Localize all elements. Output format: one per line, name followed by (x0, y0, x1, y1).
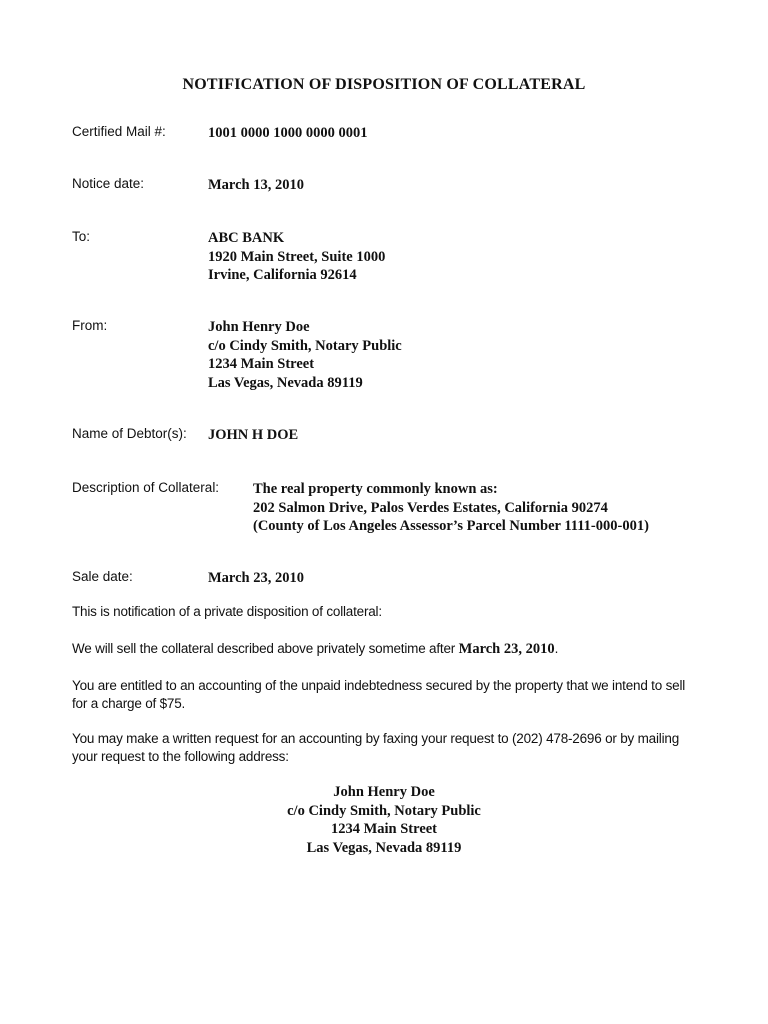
from-address (208, 318, 402, 392)
from-line: Las Vegas, Nevada 89119 (208, 374, 363, 391)
paragraph-sale-end: . (554, 641, 559, 656)
collateral-line: (County of Los Angeles Assessor’s Parcel Number 1111-000-001) (253, 518, 649, 534)
certified-mail-number: 1001 0000 1000 0000 0001 (208, 125, 368, 141)
mailing-address (0, 783, 768, 857)
mailing-address-line: c/o Cindy Smith, Notary Public (287, 802, 481, 819)
sale-date-value (208, 569, 304, 588)
notice-date-label: Notice date: (72, 176, 145, 191)
paragraph-sale-text: We will sell the collateral described above privately sometime after (72, 641, 459, 656)
mailing-address-line: Las Vegas, Nevada 89119 (306, 839, 462, 856)
collateral-line: 202 Salmon Drive, Palos Verdes Estates, California 90274 (253, 499, 608, 516)
document-title: NOTIFICATION OF DISPOSITION OF COLLATERAL (182, 76, 586, 93)
to-label: To: (72, 229, 91, 244)
debtor-name: JOHN H DOE (208, 427, 299, 443)
from-line: c/o Cindy Smith, Notary Public (208, 337, 402, 354)
debtor-value (208, 426, 298, 445)
to-address (208, 229, 385, 285)
sale-date-text: March 23, 2010 (208, 570, 304, 586)
to-line: Irvine, California 92614 (208, 267, 357, 283)
sale-date-label: Sale date: (72, 569, 133, 584)
paragraph-accounting: You are entitled to an accounting of the unpaid indebtedness secured by the property that we intend to sell for a charge of $75. (72, 678, 686, 711)
mailing-address-line: John Henry Doe (333, 784, 435, 800)
paragraph-request: You may make a written request for an accounting by faxing your request to (202) 478-2696 or by mailing your request to the following address: (72, 731, 680, 764)
paragraph-sale-notice (72, 640, 702, 658)
collateral-label: Description of Collateral: (72, 480, 220, 495)
paragraph-sale-date: March 23, 2010 (458, 641, 555, 657)
from-line: John Henry Doe (208, 319, 310, 335)
certified-mail-label: Certified Mail #: (72, 124, 166, 139)
from-line: 1234 Main Street (208, 356, 315, 372)
certified-mail-value (208, 124, 368, 143)
notice-date-value (208, 176, 304, 195)
collateral-line: The real property commonly known as: (253, 481, 498, 497)
collateral-description (253, 480, 649, 536)
to-line: 1920 Main Street, Suite 1000 (208, 248, 386, 265)
from-label: From: (72, 318, 108, 333)
mailing-address-line: 1234 Main Street (330, 821, 438, 837)
debtor-label: Name of Debtor(s): (72, 426, 187, 441)
notice-date-text: March 13, 2010 (208, 177, 304, 193)
paragraph-notification: This is notification of a private disposition of collateral: (72, 604, 382, 619)
to-line: ABC BANK (208, 230, 285, 246)
